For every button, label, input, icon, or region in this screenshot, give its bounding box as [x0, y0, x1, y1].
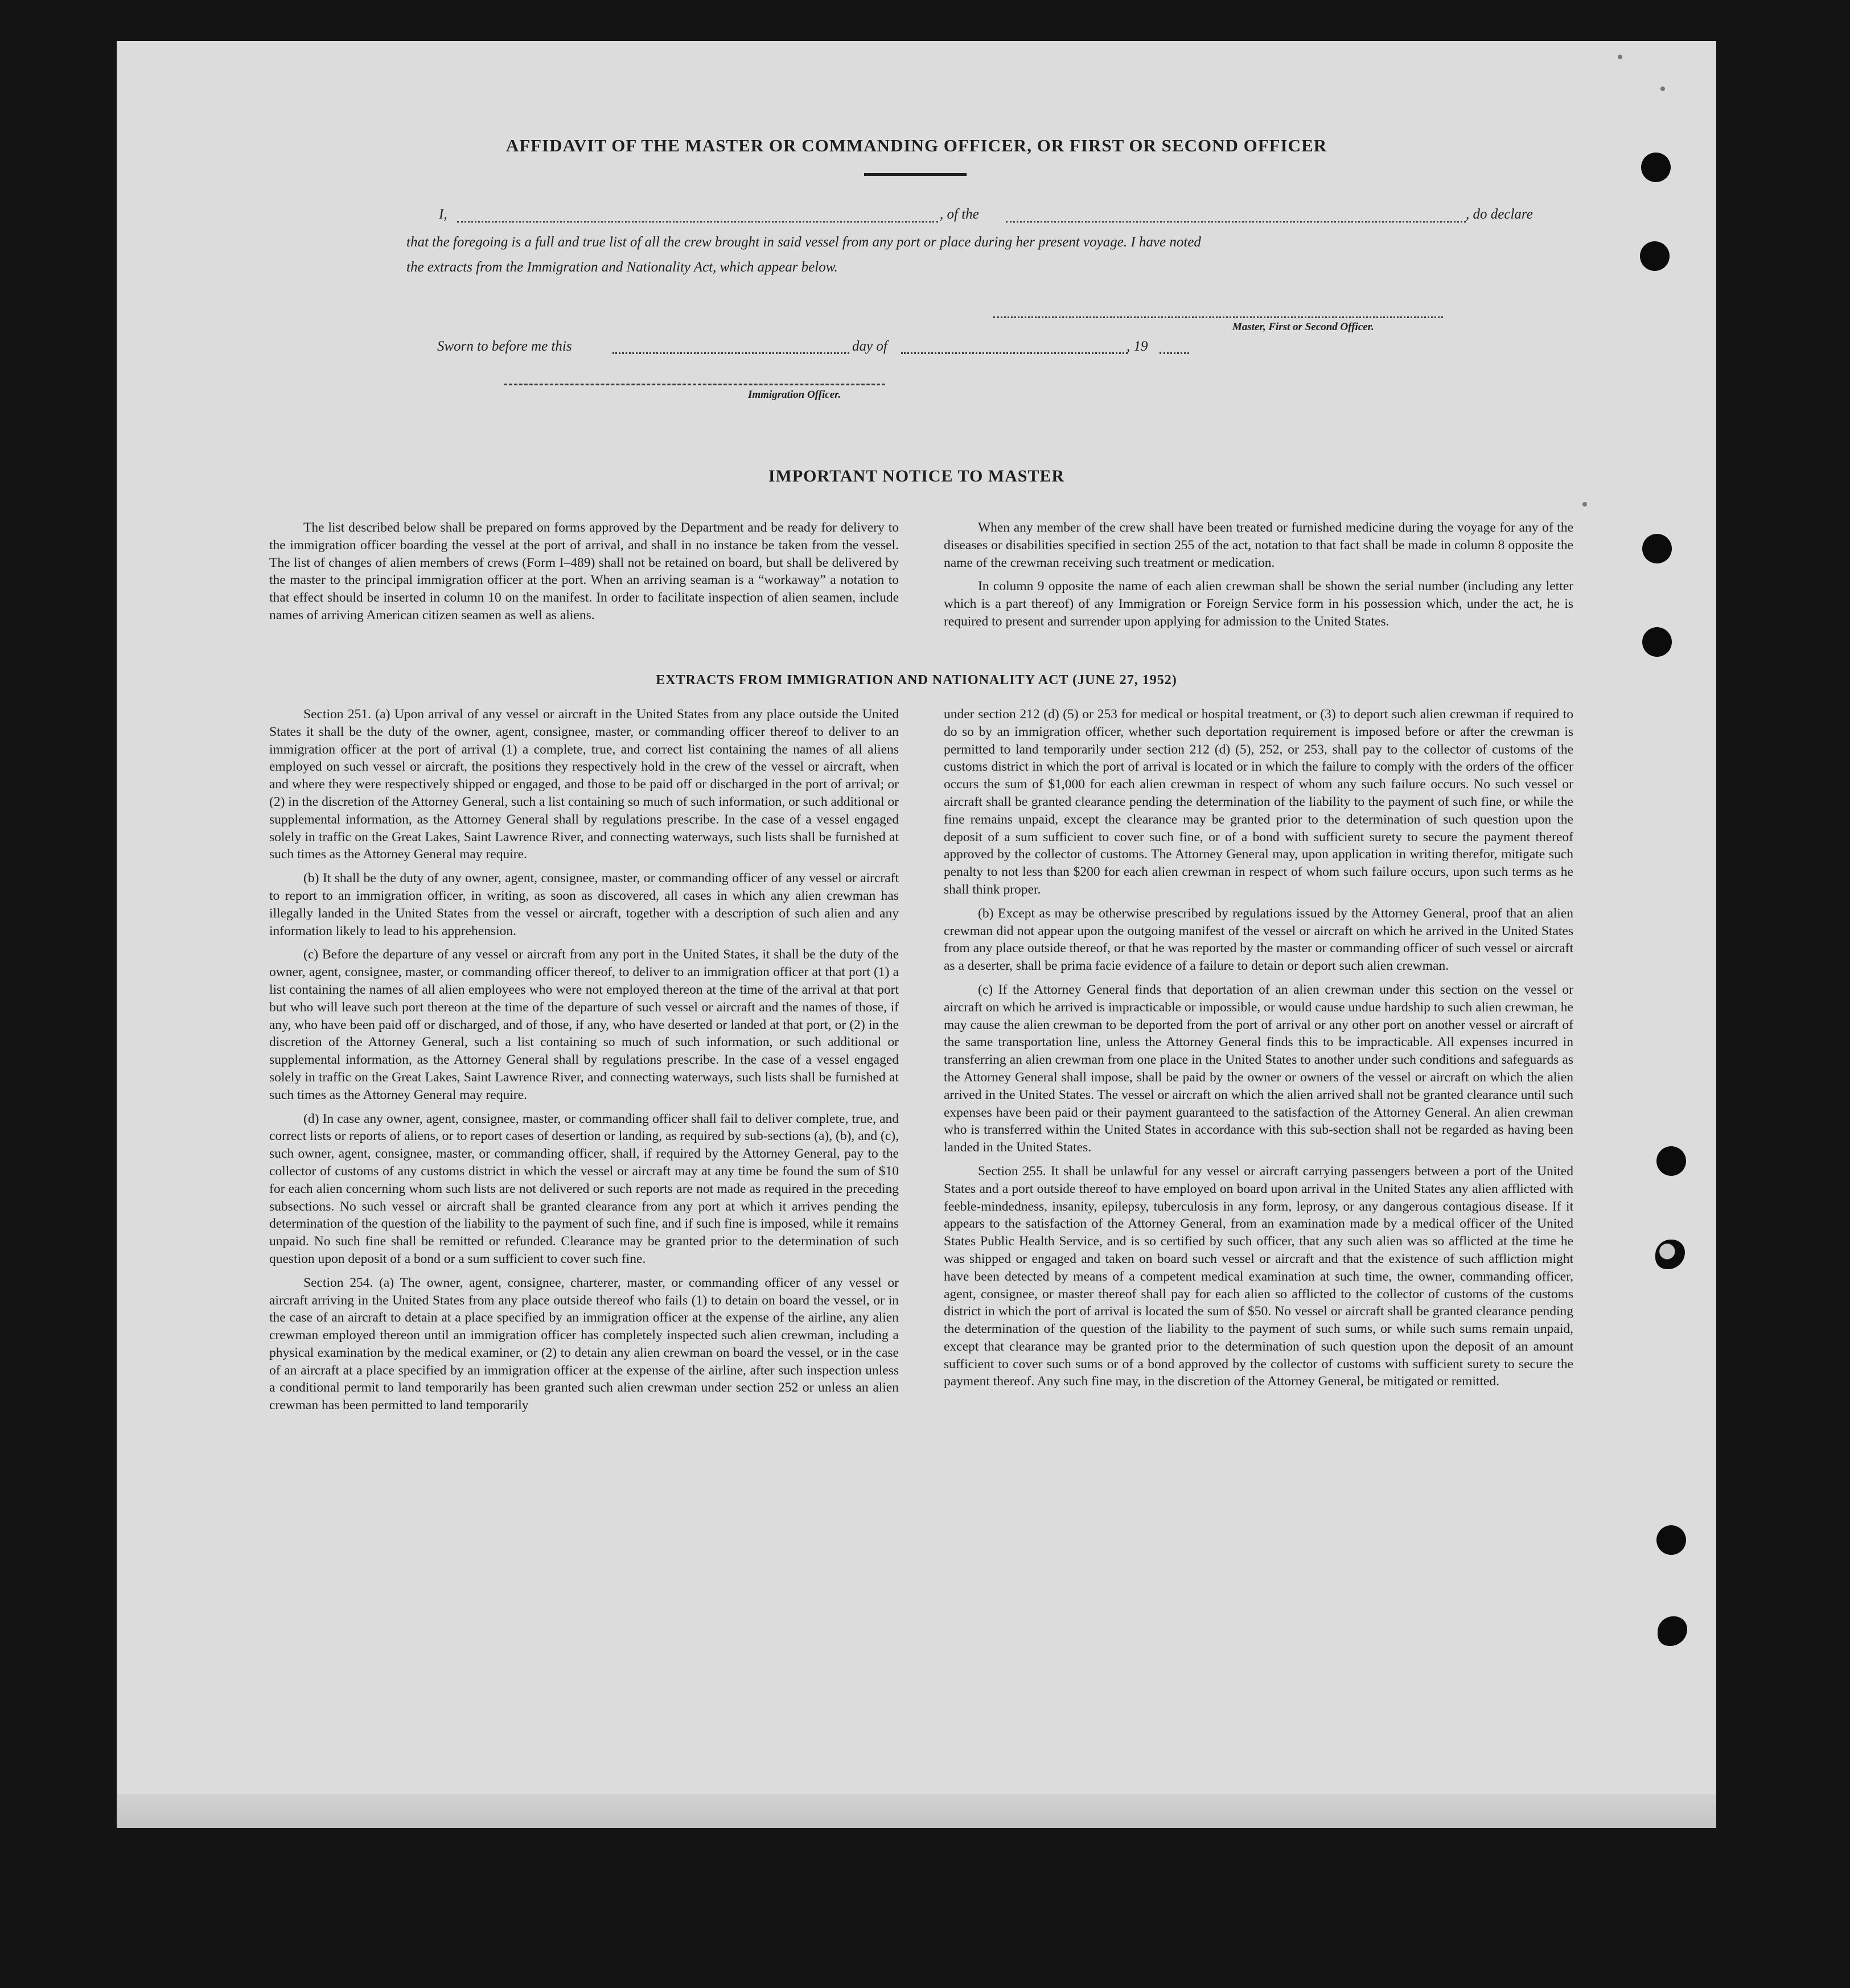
do-declare-label: , do declare — [1466, 207, 1533, 222]
speck — [1660, 87, 1665, 91]
notice-left-paragraph: The list described below shall be prepared on forms approved by the Department and be ready for delivery to the immigration officer boarding the vessel at the port of arrival, and shall in no instance be taken from the vessel. The list of changes of alien members of crews (Form I–489) shall not be retained on board, but shall be delivered by the master to the principal immigration officer at the port. When an arriving seaman is a “workaway” a notation to that effect should be inserted in column 10 on the manifest. In order to facilitate inspection of alien seamen, include names of arriving American citizen seamen as well as aliens. — [269, 520, 899, 623]
sworn-month-blank[interactable] — [901, 352, 1128, 354]
sworn-label: Sworn to before me this — [437, 339, 572, 354]
section-254-a: Section 254. (a) The owner, agent, consignee, charterer, master, or commanding officer of any vessel or aircraft arriving in the United States from any place outside thereof who fails (1) to detain on board the vessel, or in the case of an aircraft to detain at a place specified by an immigration officer at the expense of the airline, any alien crewman employed thereon until an immigration officer has completely inspected such alien crewman, including a physical examination by the medical examiner, or (2) to detain any alien crewman on board the vessel, or in the case of an aircraft at a place specified by an immigration officer at the expense of the airline, after such inspection unless a conditional permit to land temporarily has been granted such alien crewman under section 252 or unless an alien crewman has been permitted to land temporarily — [269, 1275, 899, 1413]
section-254-c: (c) If the Attorney General finds that deportation of an alien crewman under this section on the vessel or aircraft on which he arrived is impracticable or impossible, or would cause undue hardship to such alien crewman, he may cause the alien crewman to be deported from the port of arrival or any other port on another vessel or aircraft of the same transportation line, unless the Attorney General finds this to be impracticable. All expenses incurred in transferring an alien crewman from one place in the United States to another under such conditions and safeguards as the Attorney General shall impose, shall be paid by the owner or owners of the vessel or aircraft on which the alien arrived in the United States. The vessel or aircraft on which the alien arrived shall not be granted clearance until such expenses have been paid or their payment guaranteed to the satisfaction of the Attorney General. An alien crewman who is transferred within the United States in accordance with this sub-section shall not be regarded as having been landed in the United States. — [944, 982, 1573, 1155]
speck — [1582, 502, 1587, 507]
punch-hole — [1655, 1240, 1685, 1269]
section-251-d: (d) In case any owner, agent, consignee, master, or commanding officer shall fail to deliver complete, true, and correct lists or reports of aliens, or to report cases of desertion or landing, as required by sub-sections (a), (b), and (c), such owner, agent, consignee, master, or commanding officer, shall, if required by the Attorney General, pay to the collector of customs of any customs district in which the vessel or aircraft may at any time be found the sum of $10 for each alien concerning whom such lists are not delivered or such reports are not made as required in the preceding subsections. No such vessel or aircraft shall be granted clearance from any port at which it arrives pending the determination of the question of the liability to the payment of such fine, and if such fine is imposed, while it remains unpaid. No such fine shall be remitted or refunded. Clearance may be granted prior to the determination of such question upon deposit of a bond or a sum sufficient to cover such fine. — [269, 1111, 899, 1266]
section-251-c: (c) Before the departure of any vessel or aircraft from any port in the United States, it shall be the duty of the owner, agent, consignee, master, or commanding officer thereof, to deliver to an immigration officer at that port (1) a list containing the names of all alien employees who were not employed thereon at the time of the arrival at that port but who will leave such port thereon at the time of the departure of such vessel or aircraft and the names of those, if any, who have been paid off or discharged, and of those, if any, who have deserted or landed at that port, or (2) in the discretion of the Attorney General, such a list containing so much of such information, or such additional or supplemental information, as the Attorney General shall by regulations prescribe. In the case of a vessel engaged solely in traffic on the Great Lakes, Saint Lawrence River, and connecting waterways, such lists shall be furnished at such times as the Attorney General may require. — [269, 947, 899, 1102]
name-blank[interactable] — [457, 221, 938, 223]
section-251-a: Section 251. (a) Upon arrival of any vessel or aircraft in the United States from any place outside the United States it shall be the duty of the owner, agent, consignee, master, or commanding officer thereof to deliver to an immigration officer at the port of arrival (1) a complete, true, and correct list containing the names of all aliens employed on such vessel or aircraft, the positions they respectively hold in the crew of the vessel or aircraft, when and where they were respectively shipped or engaged, and those to be paid off or discharged in the port of arrival; or (2) in the discretion of the Attorney General, such a list containing so much of such information, or such additional or supplemental information, as the Attorney General shall by regulations prescribe. In the case of a vessel engaged solely in traffic on the Great Lakes, Saint Lawrence River, and connecting waterways, such lists shall be furnished at such times as the Attorney General may require. — [269, 707, 899, 862]
extracts-right-column — [944, 706, 1573, 1397]
speck — [1618, 55, 1622, 59]
year-label: , 19 — [1127, 339, 1148, 354]
affidavit-statement-line2: the extracts from the Immigration and Nationality Act, which appear below. — [406, 260, 838, 275]
notice-right-paragraph-2: In column 9 opposite the name of each alien crewman shall be shown the serial number (including any letter which is a part thereof) of any Immigration or Foreign Service form in his possession which, under the act, he is required to present and surrender upon applying for admission to the United States. — [944, 579, 1573, 629]
affidavit-statement-line1: that the foregoing is a full and true list of all the crew brought in said vessel from any port or place during her present voyage. I have noted — [406, 234, 1201, 250]
notice-left-column — [269, 519, 899, 631]
extracts-left-column — [269, 706, 899, 1421]
day-of-label: day of — [852, 339, 887, 354]
title-rule — [864, 173, 967, 176]
master-signature-line[interactable] — [993, 316, 1443, 318]
punch-hole — [1656, 1525, 1686, 1555]
punch-hole — [1658, 1616, 1687, 1646]
punch-hole — [1640, 241, 1670, 271]
punch-hole — [1656, 1146, 1686, 1176]
section-255: Section 255. It shall be unlawful for any vessel or aircraft carrying passengers between a port of the United States and a port outside thereof to have employed on board upon arrival in the United States any alien afflicted with feeble-mindedness, insanity, epilepsy, tuberculosis in any form, leprosy, or any dangerous contagious disease. If it appears to the satisfaction of the Attorney General, from an examination made by a medical officer of the United States Public Health Service, and is so certified by such officer, that any such alien was so afflicted at the time he was shipped or engaged and taken on board such vessel or aircraft and that the existence of such affliction might have been detected by means of a competent medical examination at such time, the owner, commanding officer, agent, consignee, or master thereof shall pay for each alien so afflicted to the collector of customs of the customs district in which the port of arrival is located the sum of $50. No vessel or aircraft shall be granted clearance pending the determination of the question of the liability to the payment of such sums, or while such sums remain unpaid, except that clearance may be granted prior to the determination of such question upon the deposit of an amount sufficient to cover such sums or of a bond approved by the collector of customs with sufficient surety to secure the payment thereof. Any such fine may, in the discretion of the Attorney General, be mitigated or remitted. — [944, 1163, 1573, 1389]
form-page — [117, 41, 1716, 1828]
notice-title: IMPORTANT NOTICE TO MASTER — [768, 467, 1065, 485]
section-251-b: (b) It shall be the duty of any owner, agent, consignee, master, or commanding officer of any vessel or aircraft to report to an immigration officer, in writing, as soon as discovered, all cases in which any alien crewman has illegally landed in the United States from the vessel or aircraft, together with a description of such alien and any information likely to lead to his apprehension. — [269, 871, 899, 939]
punch-hole — [1642, 534, 1672, 563]
section-254-b: (b) Except as may be otherwise prescribed by regulations issued by the Attorney General, proof that an alien crewman did not appear upon the outgoing manifest of the vessel or aircraft on which he arrived in the United States from any place outside thereof, or that he was reported by the master or commanding officer of such vessel or aircraft as a deserter, shall be prima facie evidence of a failure to detain or deport such alien crewman. — [944, 905, 1573, 974]
officer-signature-caption: Immigration Officer. — [748, 389, 841, 401]
notice-right-paragraph-1: When any member of the crew shall have been treated or furnished medicine during the voyage for any of the diseases or disabilities specified in section 255 of the act, notation to that fact shall be made in column 8 opposite the name of the crewman receiving such treatment or medication. — [944, 520, 1573, 570]
of-the-label: , of the — [940, 207, 979, 222]
affidavit-title: AFFIDAVIT OF THE MASTER OR COMMANDING OFFICER, OR FIRST OR SECOND OFFICER — [505, 135, 1327, 155]
sworn-year-blank[interactable] — [1160, 352, 1189, 354]
sworn-day-blank[interactable] — [612, 352, 849, 354]
extracts-title: EXTRACTS FROM IMMIGRATION AND NATIONALITY ACT (JUNE 27, 1952) — [656, 673, 1177, 688]
officer-signature-line[interactable] — [504, 384, 885, 385]
vessel-blank[interactable] — [1006, 221, 1466, 223]
punch-hole — [1642, 627, 1672, 657]
notice-right-column — [944, 519, 1573, 637]
section-254-a-continued: under section 212 (d) (5) or 253 for medical or hospital treatment, or (3) to deport such alien crewman if required to do so by an immigration officer, whether such deportation requirement is imposed before or after the crewman is permitted to land temporarily under section 212 (d) (5), 252, or 253, shall pay to the collector of customs of the customs district in which the port of arrival is located or in which the failure to comply with the orders of the officer occurs the sum of $1,000 for each alien crewman in respect of whom any such failure occurs. No such vessel or aircraft shall be granted clearance pending the determination of the liability to the payment of such fine, or while the fine remains unpaid, except the clearance may be granted prior to the determination of such question upon the deposit of a sum sufficient to cover such fine, or of a bond with sufficient surety to secure the payment thereof approved by the collector of customs. The Attorney General may, upon application in writing therefor, mitigate such penalty to not less than $200 for each alien crewman in respect of whom such failure occurs, upon such terms as he shall think proper. — [944, 707, 1573, 897]
punch-hole — [1641, 153, 1671, 182]
page-bottom-edge — [117, 1794, 1716, 1828]
master-signature-caption: Master, First or Second Officer. — [1232, 321, 1374, 333]
affidavit-i-label: I, — [439, 207, 447, 222]
